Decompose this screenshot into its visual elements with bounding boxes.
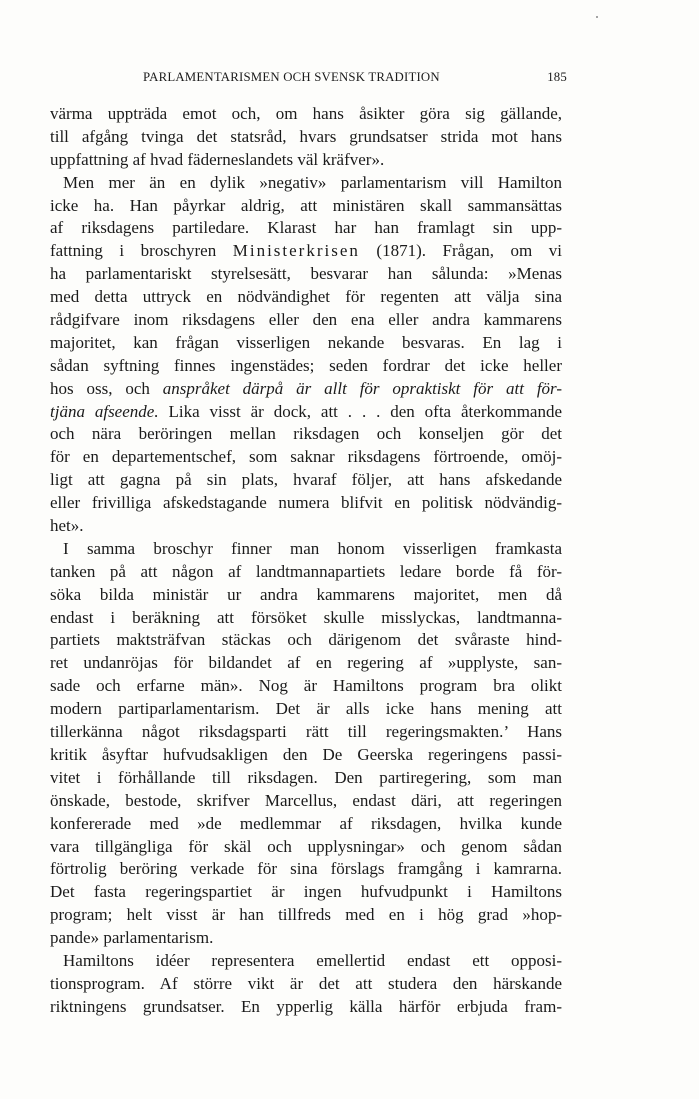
text-line: majoritet, kan frågan visserligen nekande besvaras. En lag i xyxy=(50,332,562,352)
text-line: med detta uttryck en nödvändighet för regenten att välja sina xyxy=(50,287,562,307)
text-line: sade och erfarne män». Nog är Hamiltons program bra olikt xyxy=(50,676,562,696)
text-line: konfererade med »de medlemmar af riksdagen, hvilka kunde xyxy=(50,813,562,833)
text-line: af riksdagens partiledare. Klarast har han framlagt sin upp- xyxy=(50,218,562,238)
text-line: partiets maktsträfvan stäckas och därigenom det svåraste hind- xyxy=(50,630,562,650)
text-line: tionsprogram. Af större vikt är det att studera den härskande xyxy=(50,973,562,993)
body-text xyxy=(50,103,562,1019)
italic-quote: anspråket därpå är allt för opraktiskt för att för- xyxy=(162,378,562,398)
text-fragment: fattning i broschyren xyxy=(50,241,217,261)
text-line: önskade, bestode, skrifver Marcellus, endast däri, att regeringen xyxy=(50,790,562,810)
text-line: och nära beröringen mellan riksdagen och konseljen gör det xyxy=(50,424,562,444)
text-fragment: hos oss, och xyxy=(50,378,150,398)
text-line-mixed xyxy=(50,240,562,263)
text-line: värma uppträda emot och, om hans åsikter göra sig gällande, xyxy=(50,104,562,123)
text-line: vara tillgängliga för skäl och upplysningar» och genom sådan xyxy=(50,836,562,856)
text-line: tanken på att någon af landtmannapartiets ledare borde få för- xyxy=(50,561,562,581)
text-line: ligt att gagna på sin plats, hvaraf följer, att hans afskedande xyxy=(50,470,562,490)
text-fragment: Lika visst är dock, att . . . den ofta återkommande xyxy=(168,401,563,421)
paragraph-start-line: Hamiltons idéer representera emellertid endast ett opposi- xyxy=(63,950,562,970)
stray-mark: ’ xyxy=(503,722,508,742)
text-line: ret undanröjas för bildandet af en regering af »upplyste, san- xyxy=(50,653,562,673)
text-line: till afgång tvinga det statsråd, hvars grundsatser strida mot hans xyxy=(50,126,562,146)
text-line: icke ha. Han påyrkar aldrig, att ministären skall sammansättas xyxy=(50,195,562,215)
text-line: program; helt visst är han tillfreds med en i hög grad »hop- xyxy=(50,905,562,925)
text-line: eller frivilliga afskedstagande numera blifvit en politisk nödvändig- xyxy=(50,493,562,513)
text-line: rådgifvare inom riksdagens eller den ena eller andra kammarens xyxy=(50,310,562,330)
text-line-mixed xyxy=(50,378,562,401)
text-line: ha parlamentariskt styrelsesätt, besvarar han sålunda: »Menas xyxy=(50,264,562,284)
text-line: uppfattning af hvad fäderneslandets väl kräfver». xyxy=(50,149,385,169)
spaced-title: Ministerkrisen xyxy=(232,241,360,261)
text-line-mixed xyxy=(50,401,562,424)
text-line: endast i beräkning att försöket skulle misslyckas, landtmanna- xyxy=(50,607,562,627)
text-line: sådan syftning finnes ingenstädes; seden fordrar det icke heller xyxy=(50,355,562,375)
text-line-mixed xyxy=(50,721,562,744)
scan-speck xyxy=(596,16,598,18)
text-line: förtrolig beröring verkade för sina förslags framgång i kamrarna. xyxy=(50,859,562,879)
text-line: vitet i förhållande till riksdagen. Den partiregering, som man xyxy=(50,767,562,787)
text-line: het». xyxy=(50,516,84,536)
text-line: för en departementschef, som saknar riksdagens förtroende, omöj- xyxy=(50,447,562,467)
text-fragment: (1871). Frågan, om vi xyxy=(376,241,562,261)
running-title: PARLAMENTARISMEN OCH SVENSK TRADITION xyxy=(143,70,440,84)
text-line: kritik åsyftar hufvudsakligen den De Geerska regeringens passi- xyxy=(50,744,562,764)
page-number: 185 xyxy=(547,70,567,84)
text-fragment: Hans xyxy=(527,722,563,742)
text-line: pande» parlamentarism. xyxy=(50,928,214,948)
text-line: riktningens grundsatser. En ypperlig källa härför erbjuda fram- xyxy=(50,996,562,1016)
text-line: modern partiparlamentarism. Det är alls icke hans mening att xyxy=(50,699,562,719)
text-fragment: tillerkänna något riksdagsparti rätt till regeringsmakten. xyxy=(50,722,504,742)
paragraph-start-line: Men mer än en dylik »negativ» parlamentarism vill Hamilton xyxy=(63,172,562,192)
text-line: Det fasta regeringspartiet är ingen hufvudpunkt i Hamiltons xyxy=(50,882,562,902)
paragraph-start-line: I samma broschyr finner man honom visserligen framkasta xyxy=(63,538,562,558)
text-line: söka bilda ministär ur andra kammarens majoritet, men då xyxy=(50,584,562,604)
italic-quote: tjäna afseende. xyxy=(50,401,159,421)
